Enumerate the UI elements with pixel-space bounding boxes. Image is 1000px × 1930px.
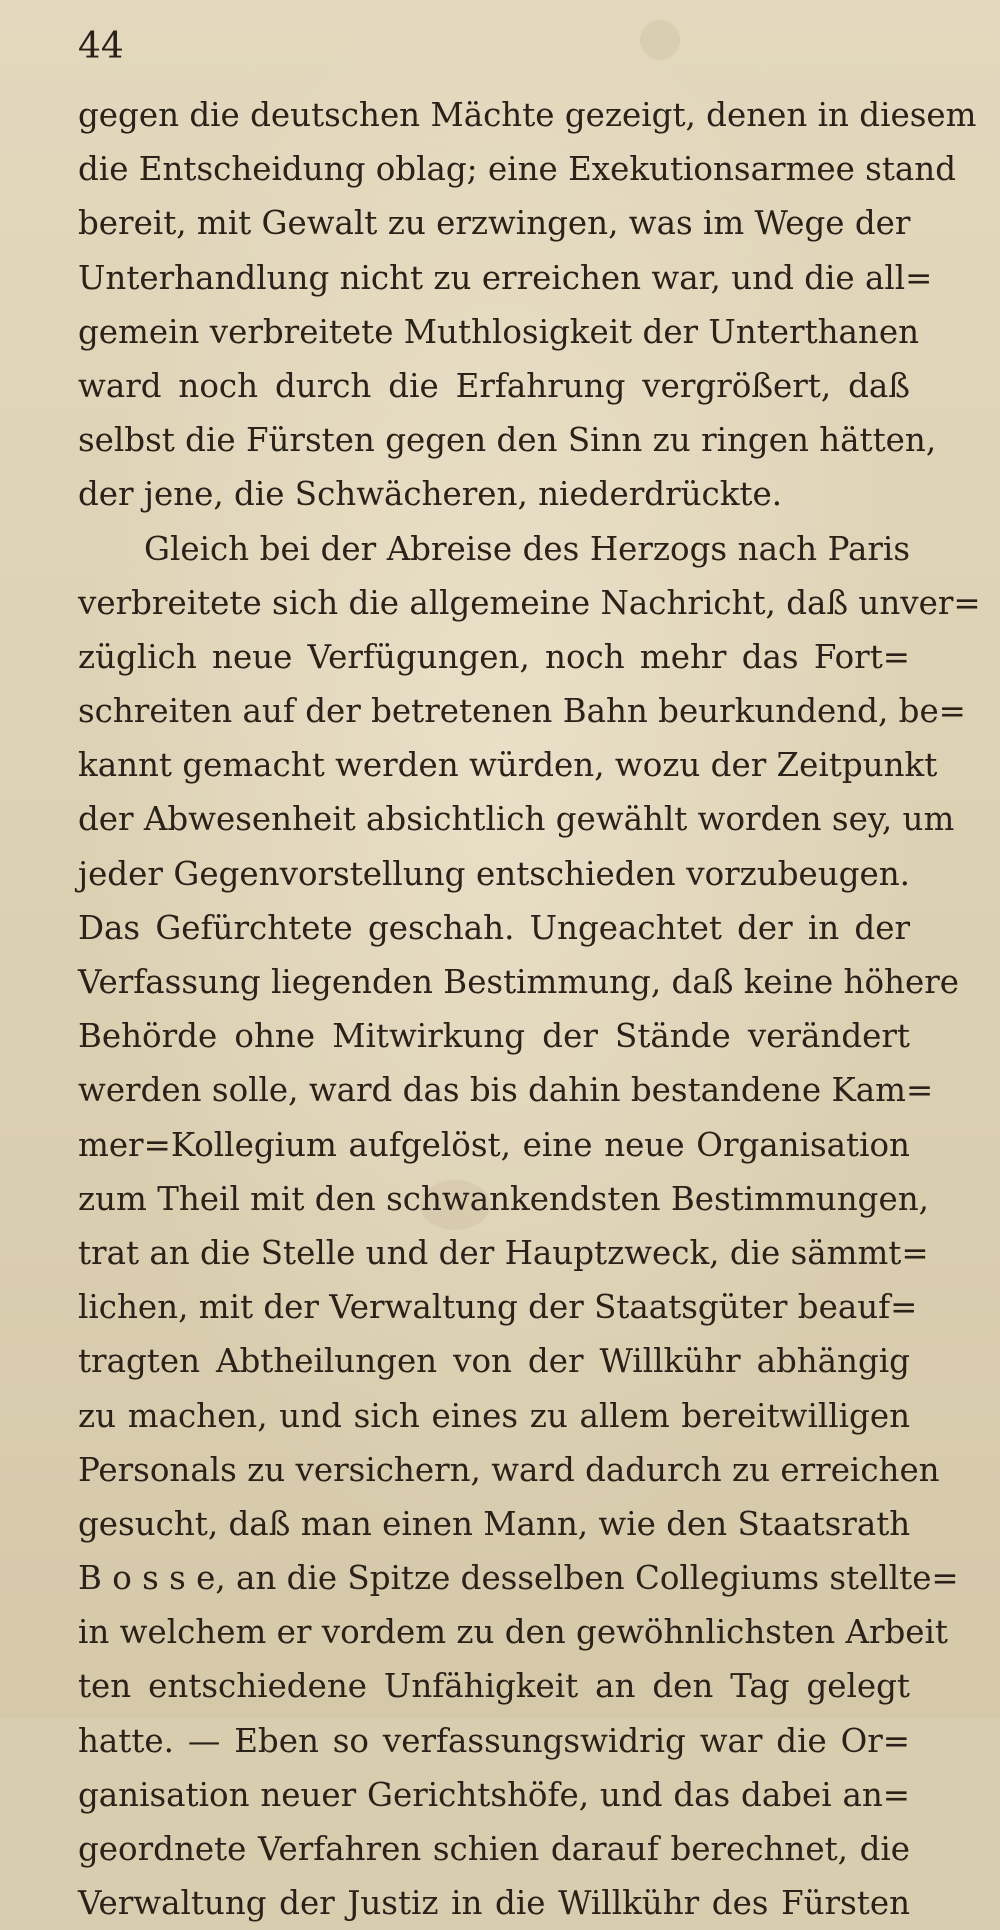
paper-stain (640, 20, 680, 60)
text-line: ganisation neuer Gerichtshöfe, und das dabei an= (78, 1775, 910, 1814)
text-line: der Abwesenheit absichtlich gewählt worden sey, um (78, 800, 955, 839)
text-line: Verwaltung der Justiz in die Willkühr des Fürsten (78, 1884, 910, 1923)
text-line: lichen, mit der Verwaltung der Staatsgüter beauf= (78, 1288, 918, 1327)
text-line: Verfassung liegenden Bestimmung, daß keine höhere (78, 963, 959, 1001)
text-line: Das Gefürchtete geschah. Ungeachtet der in der (78, 908, 910, 947)
text-line: geordnete Verfahren schien darauf berechnet, die (78, 1830, 910, 1868)
text-line: ten entschiedene Unfähigkeit an den Tag gelegt (78, 1667, 910, 1706)
text-line: in welchem er vordem zu den gewöhnlichsten Arbeit (78, 1613, 948, 1652)
text-line: selbst die Fürsten gegen den Sinn zu ringen hätten, (78, 421, 937, 460)
text-line: der jene, die Schwächeren, niederdrückte. (78, 475, 783, 514)
text-line: gesucht, daß man einen Mann, wie den Staatsrath (78, 1504, 911, 1543)
text-line: jeder Gegenvorstellung entschieden vorzubeugen. (78, 854, 910, 893)
text-line: züglich neue Verfügungen, noch mehr das Fort= (78, 637, 910, 676)
text-line: Unterhandlung nicht zu erreichen war, und die all= (78, 258, 933, 297)
text-line: zu machen, und sich eines zu allem bereitwilligen (78, 1396, 910, 1435)
text-line: Personals zu versichern, ward dadurch zu erreichen (78, 1450, 940, 1489)
text-line: kannt gemacht werden würden, wozu der Zeitpunkt (78, 746, 938, 785)
text-line: B o s s e, an die Spitze desselben Collegiums stellte= (78, 1559, 959, 1598)
text-line: werden solle, ward das bis dahin bestandene Kam= (78, 1071, 934, 1110)
page-number: 44 (78, 26, 124, 67)
text-line: schreiten auf der betretenen Bahn beurkundend, be= (78, 692, 966, 731)
text-line: Behörde ohne Mitwirkung der Stände verändert (78, 1017, 910, 1056)
text-line: gemein verbreitete Muthlosigkeit der Unterthanen (78, 312, 920, 351)
text-line: tragten Abtheilungen von der Willkühr abhängig (78, 1342, 910, 1381)
text-line: die Entscheidung oblag; eine Exekutionsarmee stand (78, 150, 956, 189)
text-line: verbreitete sich die allgemeine Nachricht, daß unver= (78, 583, 981, 622)
text-line: mer=Kollegium aufgelöst, eine neue Organisation (78, 1125, 910, 1164)
text-line: trat an die Stelle und der Hauptzweck, die sämmt= (78, 1233, 929, 1272)
text-line: gegen die deutschen Mächte gezeigt, denen in diesem (78, 96, 977, 134)
body-text (78, 88, 981, 1930)
text-line: zum Theil mit den schwankendsten Bestimmungen, (78, 1179, 929, 1218)
text-line: hatte. — Eben so verfassungswidrig war die Or= (78, 1721, 910, 1760)
text-line: Gleich bei der Abreise des Herzogs nach Paris (144, 529, 910, 568)
text-line: bereit, mit Gewalt zu erzwingen, was im Wege der (78, 204, 911, 243)
text-line: ward noch durch die Erfahrung vergrößert, daß (78, 366, 910, 405)
